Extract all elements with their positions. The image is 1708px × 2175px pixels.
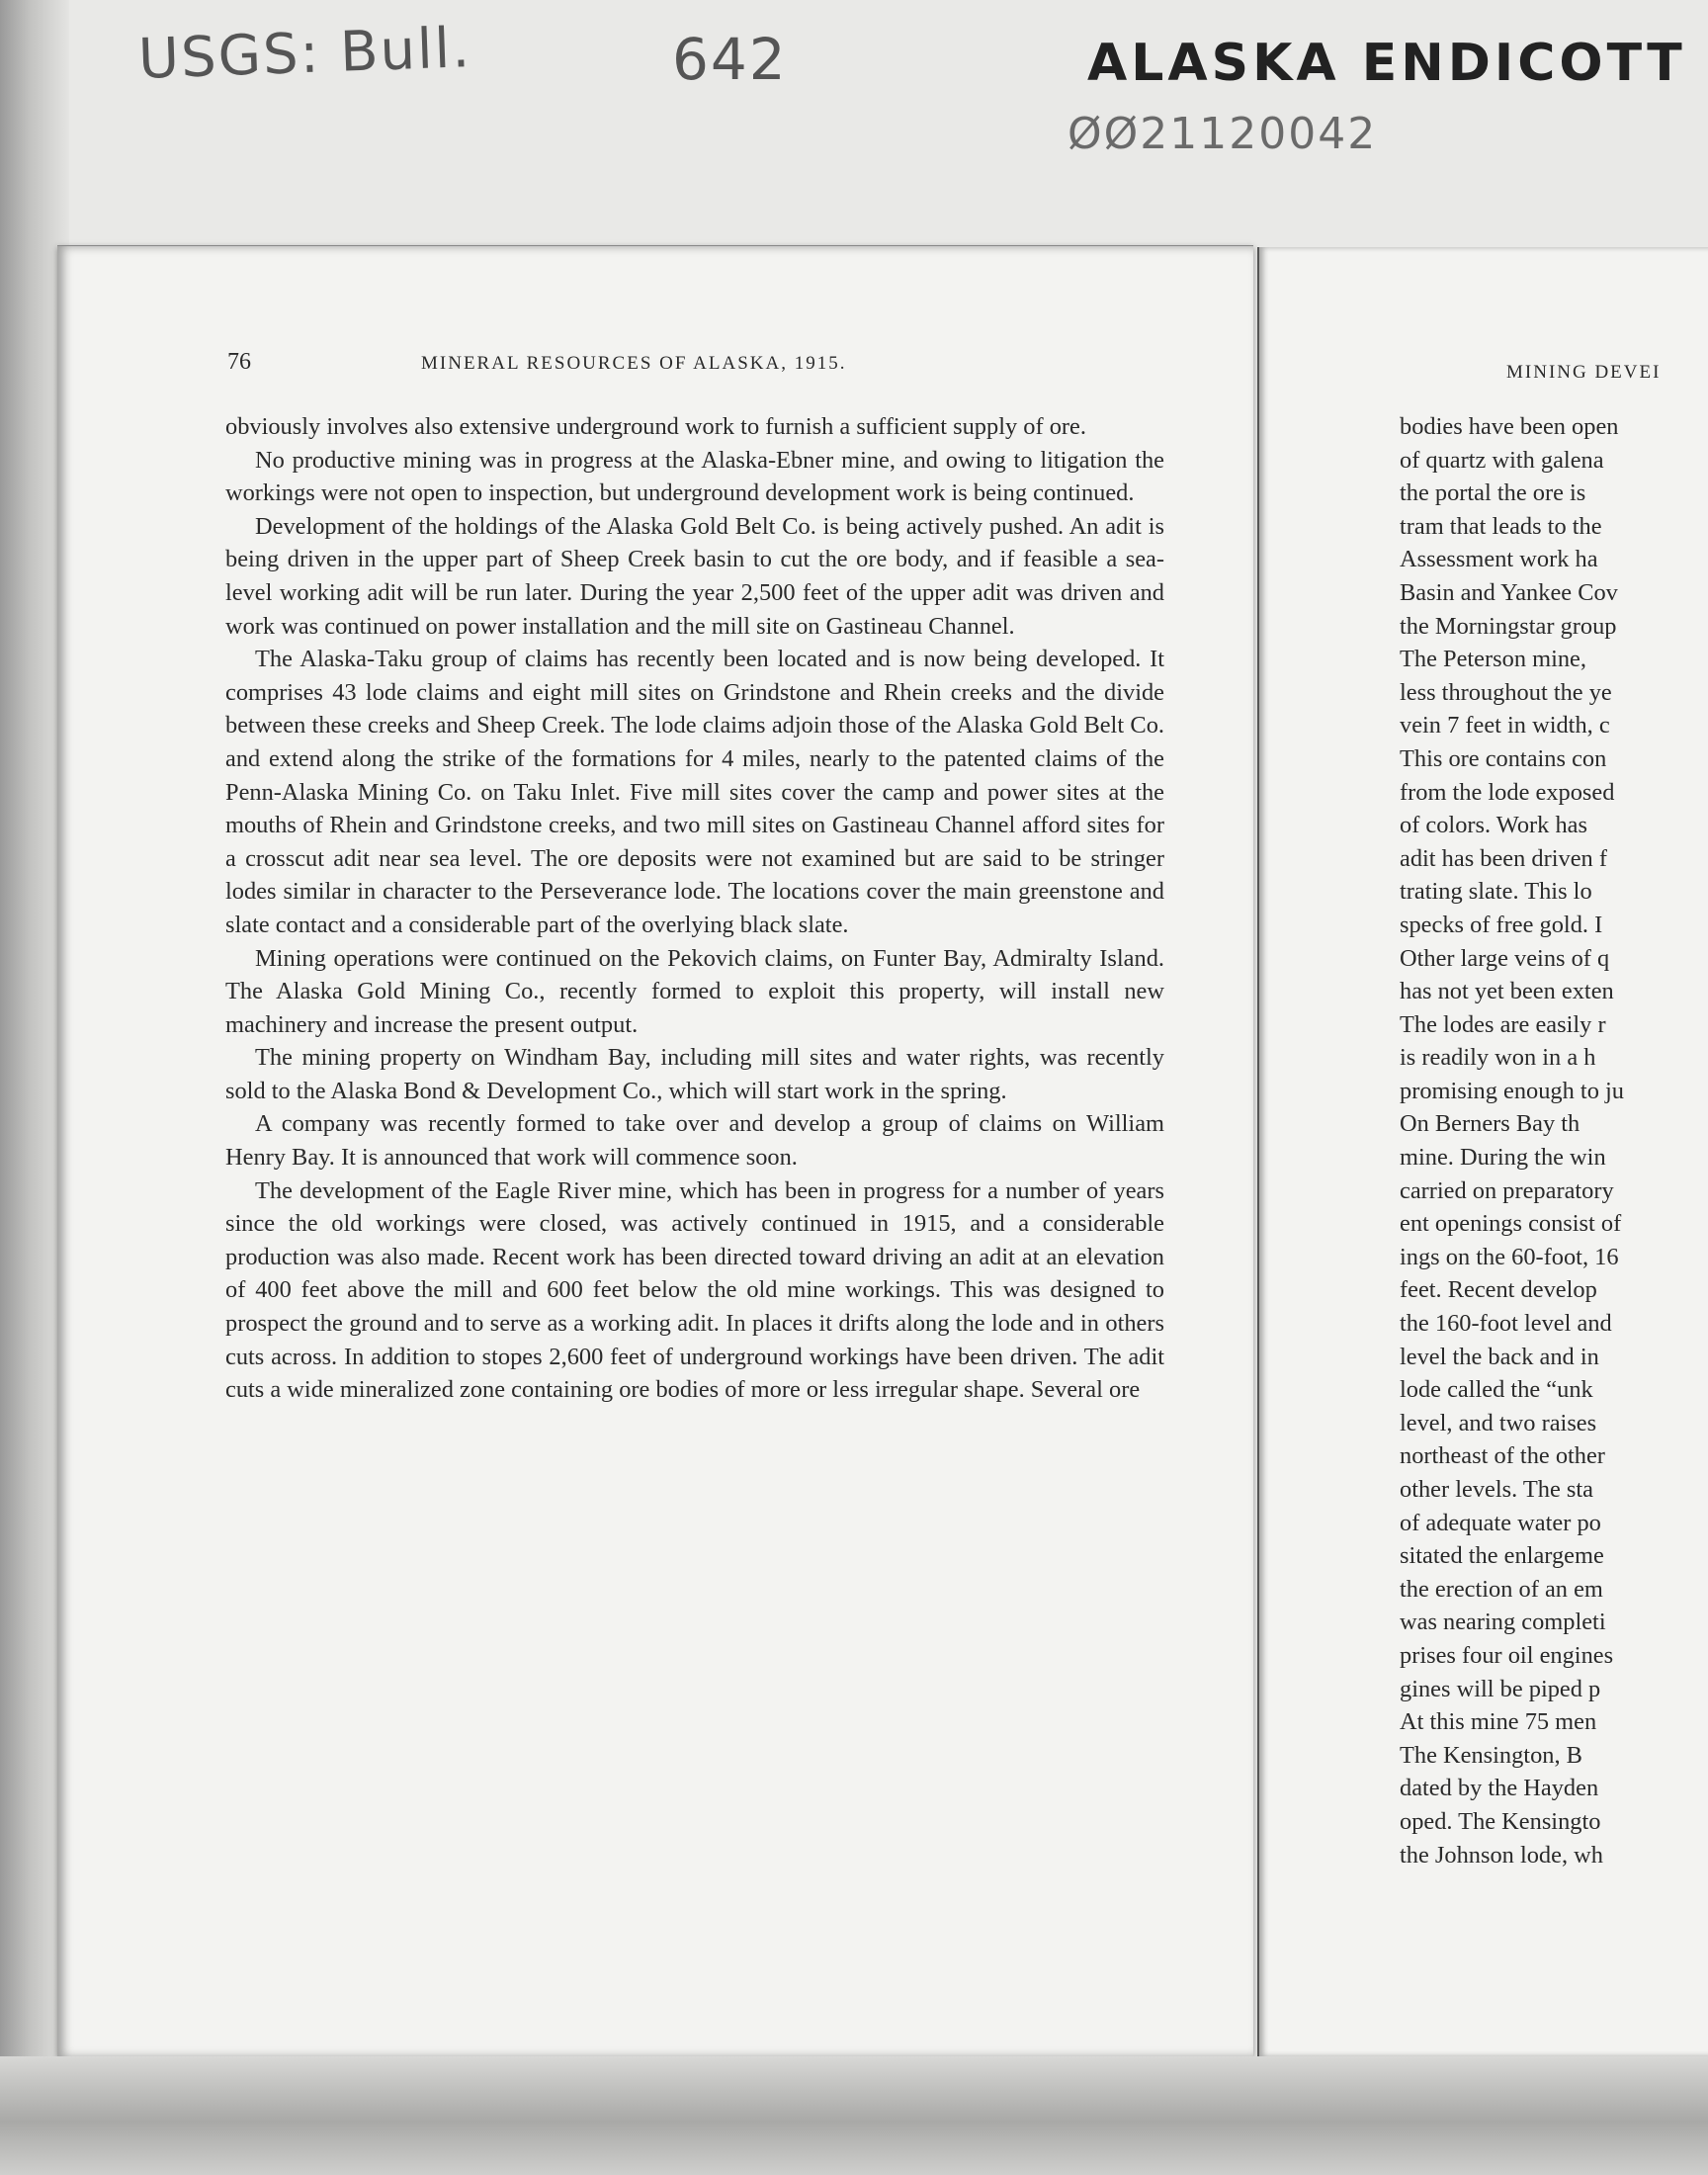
paragraph: Development of the holdings of the Alaska Gold Belt Co. is being actively pushed. An adit is being driven in the upper part of Sheep Creek basin to cut the ore body, and if feasible a sea-level working adit will be run later. During the year 2,500 feet of the upper adit was driven and work was continued on power installation and the mill site on Gastineau Channel. [225,512,1164,640]
text-line: On Berners Bay th [1400,1110,1580,1138]
text-line: from the lode exposed [1400,778,1615,806]
paragraph: The mining property on Windham Bay, including mill sites and water rights, was recently sold to the Alaska Bond & Development Co., which will start work in the spring. [225,1044,1164,1104]
text-line: lode called the “unk [1400,1376,1593,1404]
text-line: was nearing completi [1400,1609,1606,1636]
text-line: has not yet been exten [1400,978,1614,1005]
left-page [57,245,1253,2057]
handwritten-location-note: ALASKA ENDICOTT [1087,34,1686,93]
paragraph: Mining operations were continued on the Pekovich claims, on Funter Bay, Admiralty Island. The Alaska Gold Mining Co., recently formed to exploit this property, will install new machinery and increase the present output. [225,944,1164,1038]
text-line: the erection of an em [1400,1575,1603,1603]
text-line: adit has been driven f [1400,844,1607,872]
text-line: ent openings consist of [1400,1210,1622,1238]
text-line: the Morningstar group [1400,612,1617,640]
text-line: of adequate water po [1400,1509,1601,1536]
handwritten-id-number: ØØ21120042 [1068,109,1378,159]
text-line: bodies have been open [1400,413,1619,440]
text-line: mine. During the win [1400,1144,1606,1172]
text-line: Assessment work ha [1400,546,1598,573]
text-line: northeast of the other [1400,1442,1605,1470]
text-line: The lodes are easily r [1400,1010,1606,1038]
paragraph: obviously involves also extensive underground work to furnish a sufficient supply of ore. [225,413,1086,440]
text-line: the portal the ore is [1400,479,1586,507]
text-line: prises four oil engines [1400,1641,1614,1669]
text-line: the 160-foot level and [1400,1310,1612,1338]
right-page-text [1400,410,1708,1871]
text-line: Basin and Yankee Cov [1400,578,1618,606]
text-line: The Kensington, B [1400,1741,1582,1769]
text-line: other levels. The sta [1400,1476,1593,1503]
text-line: ings on the 60-foot, 16 [1400,1243,1619,1270]
paragraph: No productive mining was in progress at the Alaska-Ebner mine, and owing to litigation the workings were not open to inspection, but underground development work is being continued. [225,446,1164,507]
text-line: specks of free gold. I [1400,911,1603,938]
text-line: level the back and in [1400,1343,1599,1370]
text-line: level, and two raises [1400,1409,1597,1436]
text-line: trating slate. This lo [1400,878,1592,906]
text-line: dated by the Hayden [1400,1775,1599,1802]
text-line: promising enough to ju [1400,1077,1624,1104]
paragraph: A company was recently formed to take over and develop a group of claims on William Henry Bay. It is announced that work will commence soon. [225,1110,1164,1172]
running-head: MINERAL RESOURCES OF ALASKA, 1915. [421,353,847,374]
right-running-head: MINING DEVEI [1506,362,1662,383]
text-line: tram that leads to the [1400,512,1602,540]
paragraph: The development of the Eagle River mine, which has been in progress for a number of years since the old workings were closed, was actively continued in 1915, and a considerable production was also made. Recent work has been directed toward driving an adit at an elevation of 400 feet above the mill and 600 feet below the old mine workings. This was designed to prospect the ground and to serve as a working adit. In places it drifts along the lode and in others cuts across. In addition to stopes 2,600 feet of underground workings have been driven. The adit cuts a wide mineralized zone containing ore bodies of more or less irregular shape. Several ore [225,1176,1164,1404]
text-line: This ore contains con [1400,744,1607,772]
right-page [1257,247,1708,2056]
text-line: At this mine 75 men [1400,1708,1597,1736]
text-line: of colors. Work has [1400,812,1587,839]
paragraph: The Alaska-Taku group of claims has recently been located and is now being developed. It comprises 43 lode claims and eight mill sites on Grindstone and Rhein creeks and the divide between these creeks and Sheep Creek. The lode claims adjoin those of the Alaska Gold Belt Co. and extend along the strike of the formations for 4 miles, nearly to the patented claims of the Penn-Alaska Mining Co. on Taku Inlet. Five mill sites cover the camp and power sites at the mouths of Rhein and Grindstone creeks, and two mill sites on Gastineau Channel afford sites for a crosscut adit near sea level. The ore deposits were not examined but are said to be stringer lodes similar in character to the Perseverance lode. The locations cover the main greenstone and slate contact and a considerable part of the overlying black slate. [225,646,1164,938]
text-line: less throughout the ye [1400,678,1612,706]
text-line: feet. Recent develop [1400,1276,1597,1304]
left-page-text [225,410,1164,1407]
text-line: Other large veins of q [1400,944,1610,972]
text-line: sitated the enlargeme [1400,1542,1604,1570]
page-number: 76 [227,349,251,375]
text-line: The Peterson mine, [1400,646,1586,673]
text-line: vein 7 feet in width, c [1400,712,1610,740]
scan-bottom-shadow [0,2056,1708,2175]
text-line: the Johnson lode, wh [1400,1841,1603,1869]
text-line: is readily won in a h [1400,1044,1596,1072]
text-line: gines will be piped p [1400,1675,1601,1702]
handwritten-source-note: USGS: Bull. [136,16,473,92]
text-line: carried on preparatory [1400,1176,1614,1204]
text-line: oped. The Kensingto [1400,1807,1601,1835]
handwritten-bulletin-number: 642 [672,26,788,93]
text-line: of quartz with galena [1400,446,1604,474]
